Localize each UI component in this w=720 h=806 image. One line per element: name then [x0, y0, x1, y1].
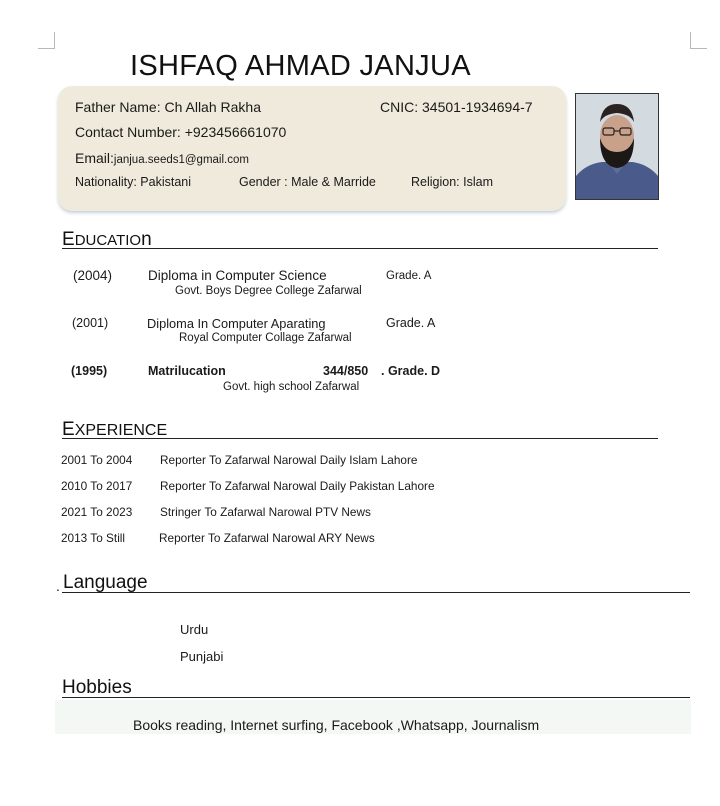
contact-value: +923456661070 [184, 124, 287, 140]
language-heading: Language [63, 572, 148, 593]
hobbies-heading: Hobbies [62, 677, 132, 698]
cnic-value: 34501-1934694-7 [422, 99, 533, 115]
edu-year-3: (1995) [71, 364, 108, 378]
exp-period-3: 2021 To 2023 [61, 505, 133, 519]
exp-detail-1: Reporter To Zafarwal Narowal Daily Islam Lahore [160, 453, 418, 467]
page-corner-mark-top-right [690, 32, 707, 49]
exp-period-4: 2013 To Still [61, 531, 126, 545]
email-label: Email: [75, 150, 114, 166]
father-name-label: Father Name: [75, 99, 161, 115]
contact-row [75, 124, 286, 140]
email-row [75, 150, 249, 166]
edu-year-1: (2004) [73, 268, 113, 283]
exp-detail-4: Reporter To Zafarwal Narowal ARY News [159, 531, 375, 545]
cnic-row [380, 99, 533, 115]
gender: Gender : Male & Marride [239, 175, 376, 189]
experience-rule [62, 438, 658, 439]
education-heading-end: n [141, 229, 152, 250]
exp-period-1: 2001 To 2004 [61, 453, 133, 467]
profile-photo-portrait [576, 94, 658, 199]
edu-grade-1: Grade. A [386, 270, 432, 282]
father-name-row [75, 99, 261, 115]
page-corner-mark-top-left [38, 32, 55, 49]
edu-grade-2: Grade. A [386, 316, 436, 330]
edu-grade-3: . Grade. D [381, 364, 441, 378]
cnic-label: CNIC: [380, 99, 419, 115]
experience-heading-initial: E [62, 419, 75, 440]
edu-title-1: Diploma in Computer Science [148, 268, 327, 283]
education-heading-caps: DUCATIO [74, 232, 142, 249]
hobbies-rule [62, 697, 690, 698]
experience-heading-caps: XPERIENCE [74, 422, 168, 439]
edu-title-2: Diploma In Computer Aparating [147, 316, 326, 331]
language-heading-dot: . [56, 578, 60, 594]
exp-detail-3: Stringer To Zafarwal Narowal PTV News [160, 505, 371, 519]
language-item-1: Urdu [180, 622, 209, 637]
hobbies-text: Books reading, Internet surfing, Facebook ,Whatsapp, Journalism [133, 717, 540, 733]
edu-institute-2: Royal Computer Collage Zafarwal [179, 332, 352, 344]
edu-title-3: Matrilucation [148, 364, 226, 378]
exp-detail-2: Reporter To Zafarwal Narowal Daily Pakistan Lahore [160, 479, 435, 493]
profile-photo [575, 93, 659, 200]
edu-institute-3: Govt. high school Zafarwal [223, 381, 360, 393]
exp-period-2: 2010 To 2017 [61, 479, 133, 493]
contact-label: Contact Number: [75, 124, 181, 140]
education-rule [62, 248, 658, 249]
edu-year-2: (2001) [72, 316, 109, 330]
personal-info-box [58, 86, 566, 211]
religion: Religion: Islam [411, 175, 493, 189]
nationality: Nationality: Pakistani [75, 175, 192, 189]
father-name-value: Ch Allah Rakha [164, 99, 261, 115]
email-value: janjua.seeds1@gmail.com [113, 154, 249, 166]
education-heading-initial: E [62, 229, 75, 250]
language-rule [62, 592, 690, 593]
edu-institute-1: Govt. Boys Degree College Zafarwal [175, 285, 362, 297]
candidate-name: ISHFAQ AHMAD JANJUA [130, 50, 471, 82]
language-item-2: Punjabi [180, 649, 224, 664]
edu-marks-3: 344/850 [323, 364, 369, 378]
